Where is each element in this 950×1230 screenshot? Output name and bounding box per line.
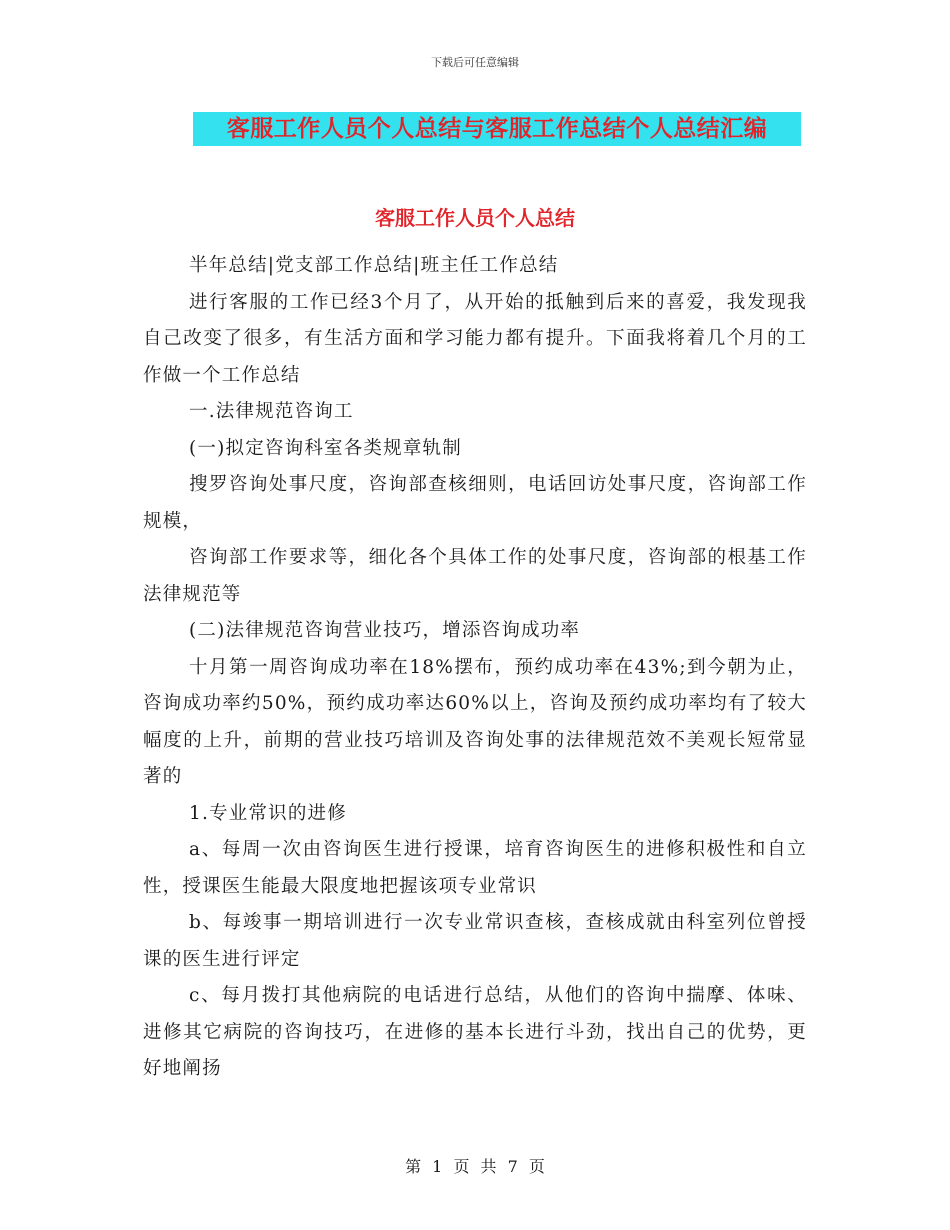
body-content (143, 248, 807, 1088)
paragraph: 咨询部工作要求等，细化各个具体工作的处事尺度，咨询部的根基工作法律规范等 (143, 547, 807, 605)
paragraph: 进行客服的工作已经3个月了，从开始的抵触到后来的喜爱，我发现我自己改变了很多，有生活方面和学习能力都有提升。下面我将着几个月的工作做一个工作总结 (143, 291, 807, 386)
paragraph: (二)法律规范咨询营业技巧，增添咨询成功率 (189, 620, 581, 641)
main-title-highlight (193, 112, 801, 146)
paragraph: 半年总结|党支部工作总结|班主任工作总结 (189, 255, 559, 276)
paragraph: 搜罗咨询处事尺度，咨询部查核细则，电话回访处事尺度，咨询部工作规模， (143, 474, 807, 532)
paragraph: a、每周一次由咨询医生进行授课，培育咨询医生的进修积极性和自立性，授课医生能最大限度地把握该项专业常识 (143, 839, 807, 897)
page-footer: 第 1 页 共 7 页 (405, 1157, 545, 1176)
paragraph: 十月第一周咨询成功率在18%摆布，预约成功率在43%;到今朝为止，咨询成功率约50%，预约成功率达60%以上，咨询及预约成功率均有了较大幅度的上升，前期的营业技巧培训及咨询处事的法律规范效不美观长短常显著的 (143, 656, 807, 787)
section-title: 客服工作人员个人总结 (375, 206, 575, 230)
paragraph: 1.专业常识的进修 (189, 802, 347, 824)
main-title: 客服工作人员个人总结与客服工作总结个人总结汇编 (226, 115, 768, 142)
paragraph: c、每月拨打其他病院的电话进行总结，从他们的咨询中揣摩、体味、进修其它病院的咨询技巧，在进修的基本长进行斗劲，找出自己的优势，更好地阐扬 (143, 985, 807, 1079)
paragraph: 一.法律规范咨询工 (189, 401, 354, 422)
paragraph: b、每竣事一期培训进行一次专业常识查核，查核成就由科室列位曾授课的医生进行评定 (143, 912, 807, 970)
paragraph: (一)拟定咨询科室各类规章轨制 (189, 437, 462, 459)
header-note: 下载后可任意编辑 (431, 56, 519, 69)
